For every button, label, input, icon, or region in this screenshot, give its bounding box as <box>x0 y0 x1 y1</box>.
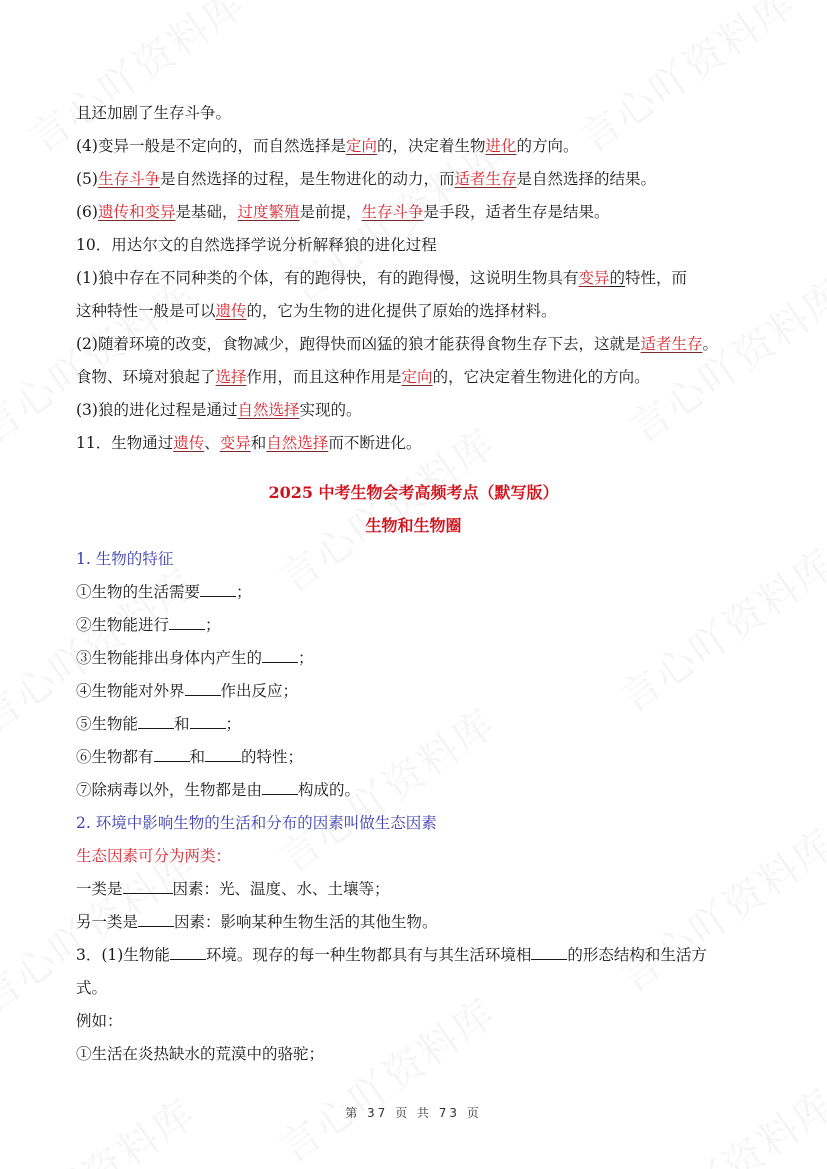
text: ； <box>205 616 221 634</box>
watermark <box>606 533 827 724</box>
text-line: 且还加剧了生存斗争。 <box>76 104 232 122</box>
answer: 过度繁殖 <box>237 203 300 221</box>
watermark <box>616 263 827 454</box>
text-line <box>76 367 650 387</box>
blank <box>205 747 241 762</box>
answer: 自然选择 <box>237 401 300 419</box>
fill-item <box>76 615 221 635</box>
blank <box>262 780 298 795</box>
watermark <box>566 0 805 164</box>
text-line <box>76 301 557 321</box>
text: ； <box>298 649 314 667</box>
text: ⑦除病毒以外，生物都是由 <box>76 781 263 799</box>
text: 而不断进化。 <box>328 434 422 452</box>
text: (1)狼中存在不同种类的个体，有的跑得快，有的跑得慢，这说明生物具有 <box>76 269 579 287</box>
fill-item <box>76 747 303 767</box>
answer: 生存斗争 <box>361 203 424 221</box>
text-line <box>76 268 687 288</box>
text: 因素：光、温度、水、土壤等； <box>172 880 390 898</box>
text-line <box>76 202 610 222</box>
watermark <box>266 983 505 1169</box>
text: 和 <box>189 748 206 766</box>
text: 的形态结构和生活方 <box>567 946 707 964</box>
text: 的 <box>609 269 625 287</box>
text: (4)变异一般是不定向的，而自然选择是 <box>76 137 346 155</box>
answer: 变异 <box>219 434 251 452</box>
answer: 遗传 <box>215 302 247 320</box>
text-line <box>76 334 718 354</box>
answer: 选择 <box>215 368 247 386</box>
text: 是基础， <box>175 203 238 221</box>
text-line <box>76 400 362 420</box>
fill-item <box>76 879 390 899</box>
question-heading: 10．用达尔文的自然选择学说分析解释狼的进化过程 <box>76 236 437 254</box>
answer: 生存斗争 <box>97 170 160 188</box>
answer: 适者生存 <box>454 170 517 188</box>
text: 、 <box>204 434 220 452</box>
blank <box>154 747 190 762</box>
text-line <box>76 433 421 453</box>
blank <box>170 945 206 960</box>
answer: 变异 <box>578 269 610 287</box>
text: (5) <box>76 170 98 188</box>
blank <box>123 879 173 894</box>
answer: 定向 <box>345 137 377 155</box>
blank <box>200 582 236 597</box>
text: 的，它为生物的进化提供了原始的选择材料。 <box>246 302 557 320</box>
text: ； <box>236 583 252 601</box>
subsection-heading: 1. 生物的特征 <box>76 550 174 568</box>
text: 这种特性一般是可以 <box>76 302 216 320</box>
section-subtitle: 生物和生物圈 <box>365 516 462 535</box>
text: ④生物能对外界 <box>76 682 185 700</box>
section-title: 2025 中考生物会考高频考点（默写版） <box>268 483 559 502</box>
text: 因素：影响某种生物生活的其他生物。 <box>174 913 438 931</box>
watermark <box>606 813 827 1004</box>
text: 的方向。 <box>516 137 579 155</box>
blank <box>262 648 298 663</box>
answer: 进化 <box>485 137 517 155</box>
subsection-heading: 2. 环境中影响生物的生活和分布的因素叫做生态因素 <box>76 814 437 832</box>
text-line <box>76 169 656 189</box>
text: 的特性； <box>241 748 304 766</box>
text: ①生物的生活需要 <box>76 583 201 601</box>
fill-item <box>76 945 707 965</box>
text: 3．(1)生物能 <box>76 946 170 964</box>
page-footer: 第 37 页 共 73 页 <box>345 1106 482 1120</box>
text: 作出反应； <box>220 682 299 700</box>
answer: 遗传和变异 <box>97 203 176 221</box>
text: 构成的。 <box>298 781 361 799</box>
text: 的，它决定着生物进化的方向。 <box>432 368 650 386</box>
blank <box>138 714 174 729</box>
answer: 适者生存 <box>640 335 703 353</box>
fill-item <box>76 912 438 932</box>
text: ⑥生物都有 <box>76 748 154 766</box>
blank <box>190 714 226 729</box>
text: 另一类是 <box>76 913 139 931</box>
text: (3)狼的进化过程是通过 <box>76 401 238 419</box>
text: (6) <box>76 203 98 221</box>
highlight-line: 生态因素可分为两类： <box>76 847 232 865</box>
text-line <box>76 136 579 156</box>
text: ⑤生物能 <box>76 715 139 733</box>
fill-item <box>76 681 298 701</box>
text: 环境。现存的每一种生物都具有与其生活环境相 <box>205 946 532 964</box>
blank <box>169 615 205 630</box>
text: 食物、环境对狼起了 <box>76 368 216 386</box>
text: 和 <box>174 715 190 733</box>
fill-item <box>76 582 252 602</box>
fill-item <box>76 648 314 668</box>
text: 。 <box>702 335 718 353</box>
answer: 遗传 <box>173 434 205 452</box>
text: 特性，而 <box>625 269 688 287</box>
text-line: 式。 <box>76 979 108 997</box>
blank <box>185 681 221 696</box>
fill-item <box>76 780 360 800</box>
text: 是手段，适者生存是结果。 <box>423 203 610 221</box>
text: 作用，而且这种作用是 <box>246 368 402 386</box>
text: 是自然选择的过程，是生物进化的动力，而 <box>159 170 455 188</box>
watermark <box>0 263 206 454</box>
answer: 自然选择 <box>266 434 329 452</box>
text-line: 例如： <box>76 1012 123 1030</box>
text: 是自然选择的结果。 <box>516 170 657 188</box>
text: 一类是 <box>76 880 123 898</box>
answer: 定向 <box>401 368 433 386</box>
text: ； <box>225 715 242 733</box>
blank <box>138 912 174 927</box>
blank <box>531 945 567 960</box>
text-line: ①生活在炎热缺水的荒漠中的骆驼； <box>76 1045 325 1063</box>
text: 的，决定着生物 <box>376 137 486 155</box>
text: 实现的。 <box>299 401 362 419</box>
text: 和 <box>250 434 267 452</box>
text: (2)随着环境的改变，食物减少，跑得快而凶猛的狼才能获得食物生存下去，这就是 <box>76 335 641 353</box>
fill-item <box>76 714 241 734</box>
watermark <box>0 1083 206 1169</box>
text: 11．生物通过 <box>76 434 174 452</box>
text: ③生物能排出身体内产生的 <box>76 649 263 667</box>
text: 是前提， <box>299 203 362 221</box>
text: ②生物能进行 <box>76 616 170 634</box>
